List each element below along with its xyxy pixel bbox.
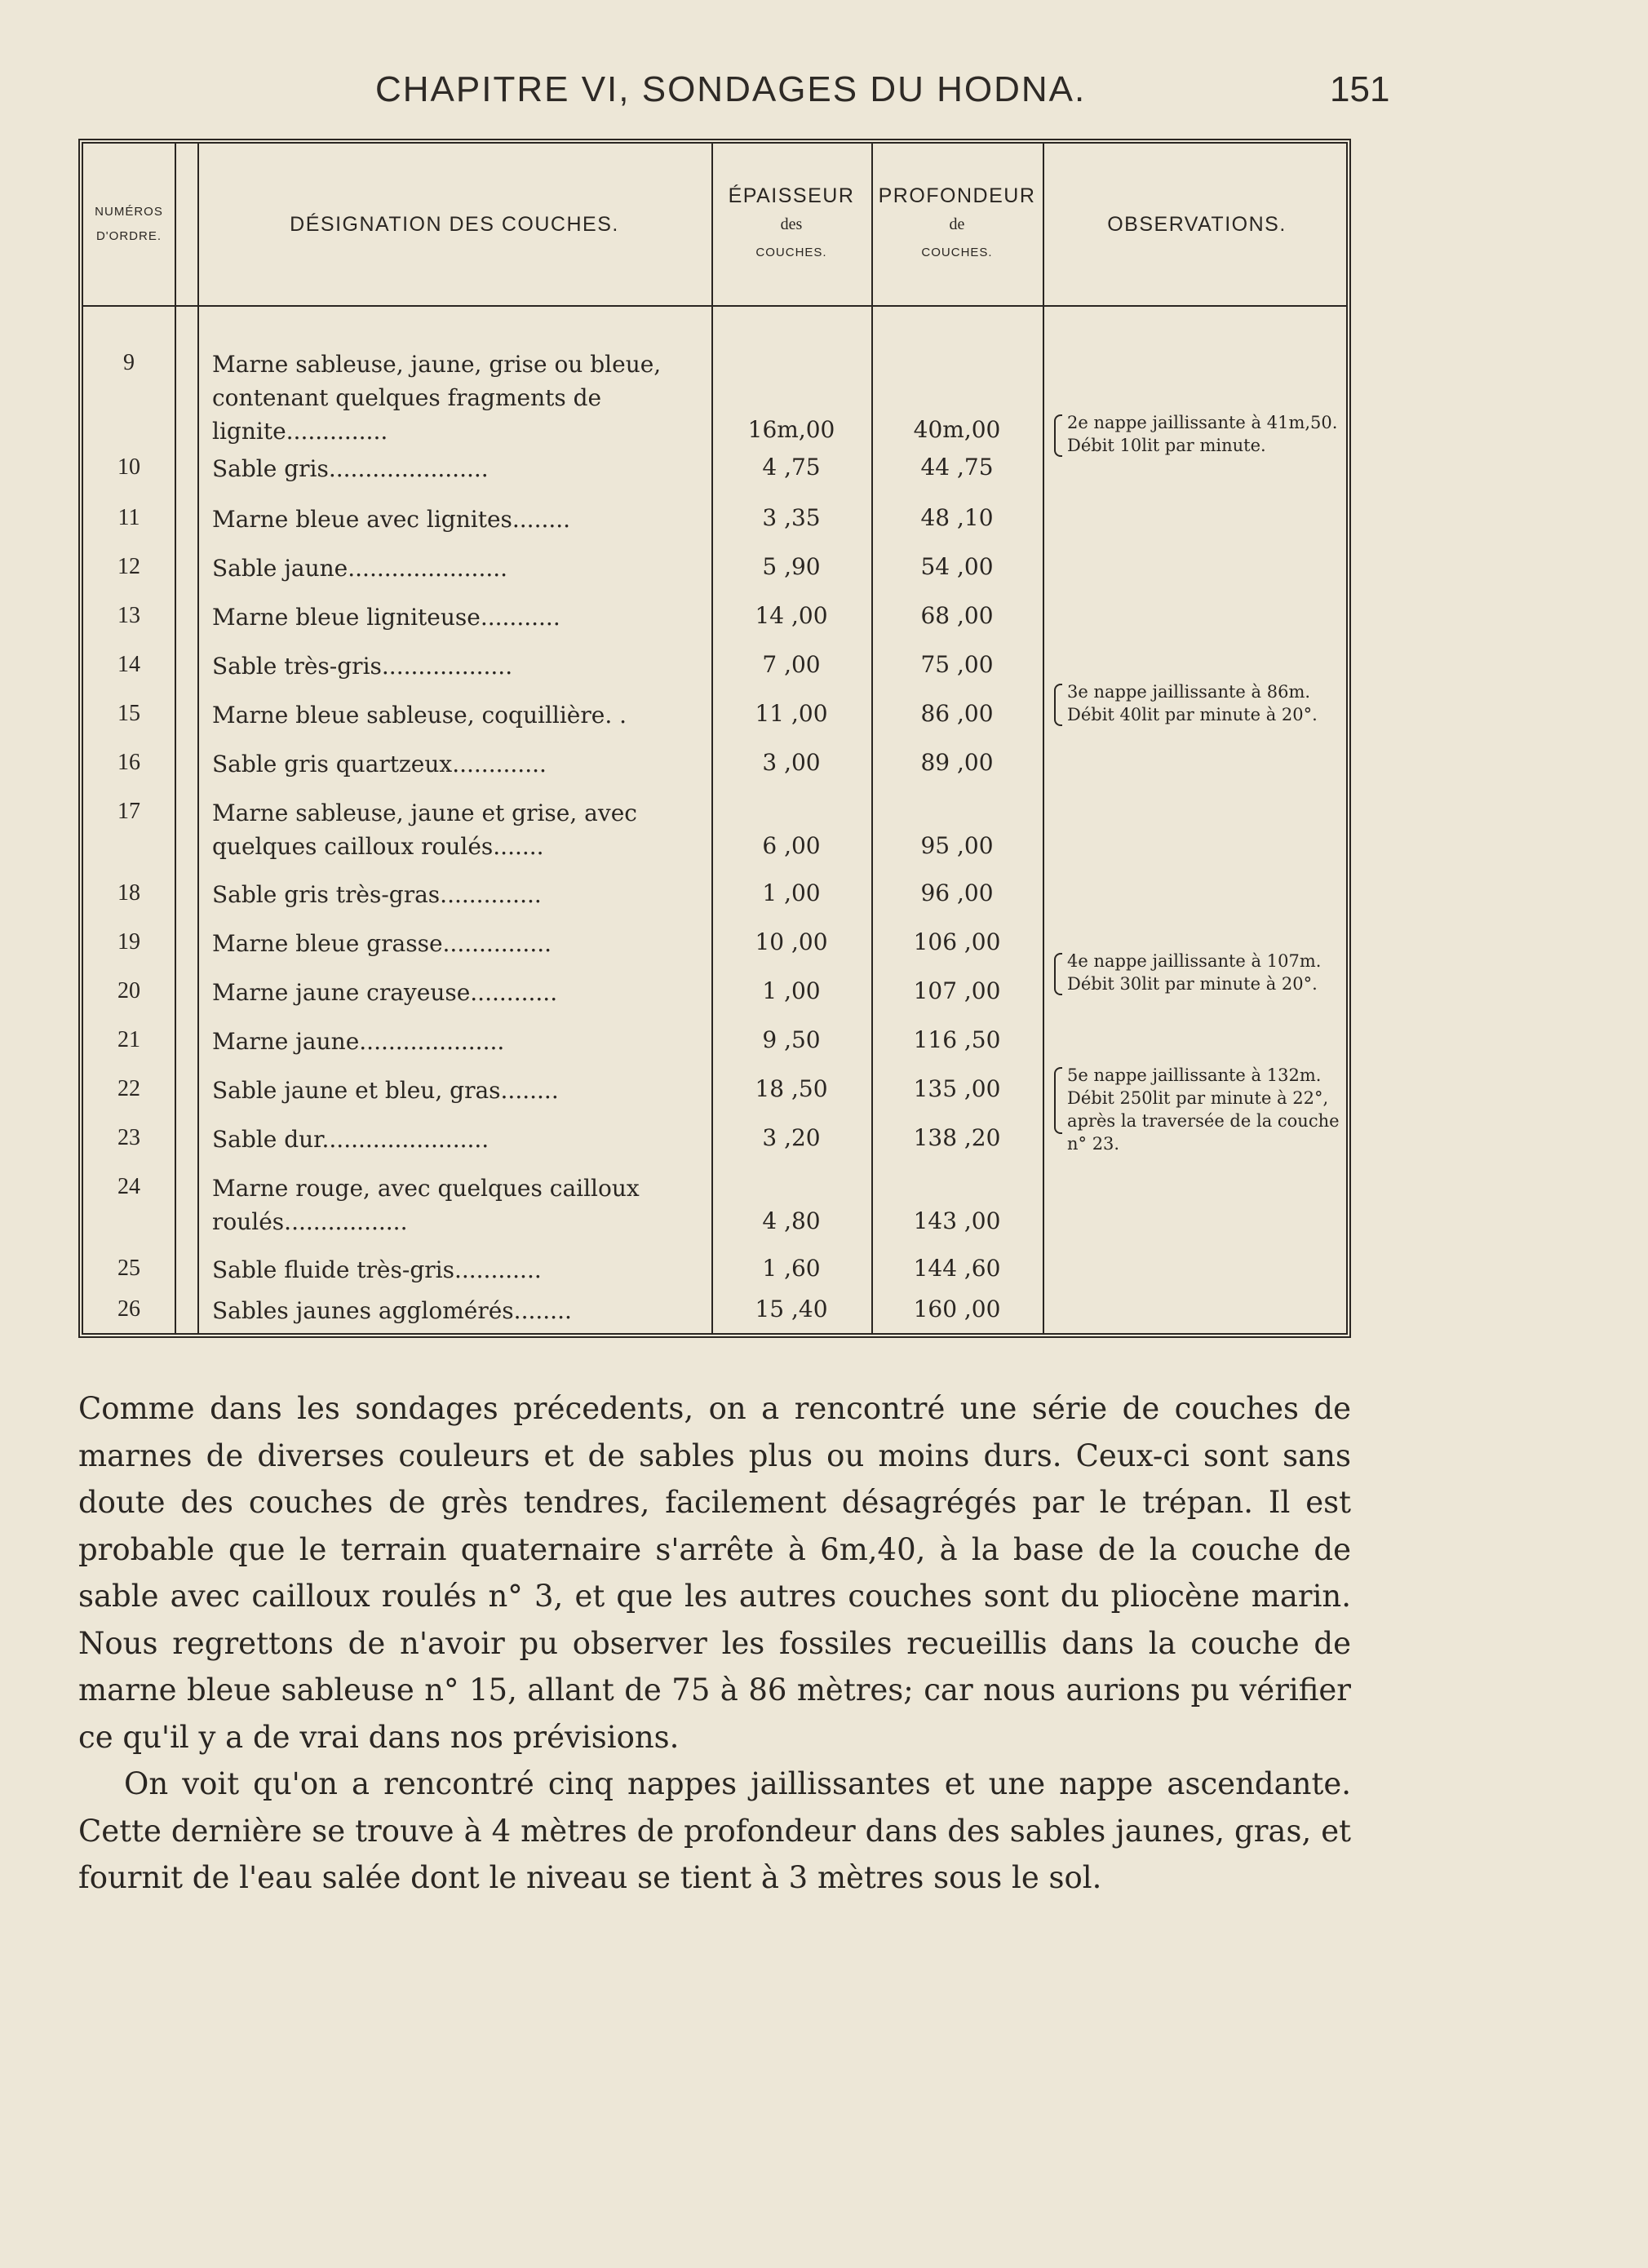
row-number: 18 [117, 880, 140, 906]
header-depth-line3: COUCHES. [921, 245, 993, 259]
row-designation: Sable gris...................... [212, 455, 489, 482]
row-depth: 95 ,00 [920, 832, 994, 859]
row-number: 22 [117, 1076, 140, 1101]
row-designation: Sable gris très-gras.............. [212, 881, 542, 908]
table-row [83, 551, 1346, 584]
row-number: 14 [117, 652, 140, 677]
row-thickness: 7 ,00 [762, 651, 821, 678]
table-row [83, 600, 1346, 633]
row-thickness: 1 ,00 [762, 977, 821, 1004]
row-number: 20 [117, 978, 140, 1003]
row-depth: 68 ,00 [920, 602, 994, 629]
row-number: 21 [117, 1027, 140, 1052]
table-row [83, 503, 1346, 535]
row-designation: Sable jaune et bleu, gras........ [212, 1077, 559, 1104]
header-thickness-line2: des [780, 215, 803, 233]
page-number: 151 [1330, 69, 1390, 109]
row-designation: Sable gris quartzeux............. [212, 751, 547, 777]
row-designation: Marne bleue grasse............... [212, 930, 552, 957]
row-number: 13 [117, 603, 140, 628]
row-number: 19 [117, 929, 140, 955]
row-designation: Marne bleue avec lignites........ [212, 506, 571, 533]
row-designation: Sable très-gris.................. [212, 653, 513, 680]
row-thickness: 5 ,90 [762, 553, 821, 580]
row-designation: Marne jaune.................... [212, 1028, 505, 1055]
row-depth: 86 ,00 [920, 700, 994, 727]
row-depth: 116 ,50 [913, 1026, 1001, 1053]
observation-text: 2e nappe jaillissante à 41m,50. Débit 10lit par minute. [1067, 413, 1338, 455]
header-observations [1043, 144, 1351, 305]
brace-icon [1054, 684, 1062, 726]
observation-text: 4e nappe jaillissante à 107m. Débit 30lit par minute à 20°. [1067, 951, 1322, 994]
header-number-line1: NUMÉROS [95, 205, 163, 219]
row-designation: Marne rouge, avec quelques cailloux roulés................. [212, 1175, 640, 1235]
row-number: 16 [117, 750, 140, 775]
observation-note [1043, 950, 1351, 999]
row-depth: 75 ,00 [920, 651, 994, 678]
row-number: 17 [117, 799, 140, 824]
row-designation: Marne sableuse, jaune et grise, avec quelques cailloux roulés....... [212, 800, 637, 860]
strata-table [78, 139, 1351, 1338]
row-depth: 135 ,00 [913, 1075, 1001, 1102]
row-number: 10 [117, 454, 140, 480]
table-row [83, 649, 1346, 682]
row-thickness: 1 ,00 [762, 879, 821, 906]
row-depth: 160 ,00 [913, 1296, 1001, 1322]
header-depth-line1: PROFONDEUR [878, 184, 1036, 207]
row-number: 23 [117, 1125, 140, 1150]
row-thickness: 15 ,40 [755, 1296, 828, 1322]
body-text [78, 1385, 1351, 1902]
header-thickness [711, 144, 871, 305]
row-thickness: 3 ,00 [762, 749, 821, 776]
row-thickness: 18 ,50 [755, 1075, 828, 1102]
table-row [83, 1294, 1346, 1327]
row-designation: Marne bleue ligniteuse........... [212, 604, 560, 631]
row-thickness: 9 ,50 [762, 1026, 821, 1053]
running-title: CHAPITRE VI, SONDAGES DU HODNA. [375, 69, 1087, 109]
row-designation: Sable jaune...................... [212, 555, 508, 582]
header-depth [871, 144, 1043, 305]
header-number [83, 144, 175, 305]
row-designation: Marne sableuse, jaune, grise ou bleue, contenant quelques fragments de lignite.............. [212, 351, 662, 445]
row-designation: Sable fluide très-gris............ [212, 1256, 542, 1283]
header-separator [83, 305, 1346, 307]
row-depth: 44 ,75 [920, 454, 994, 481]
row-designation: Marne jaune crayeuse............ [212, 979, 558, 1006]
row-thickness: 11 ,00 [755, 700, 828, 727]
row-number: 11 [117, 505, 140, 530]
row-designation: Sables jaunes agglomérés........ [212, 1297, 572, 1324]
row-depth: 48 ,10 [920, 504, 994, 531]
row-number: 25 [117, 1256, 140, 1281]
header-depth-line2: de [949, 215, 965, 233]
row-depth: 143 ,00 [913, 1207, 1001, 1234]
row-thickness: 4 ,75 [762, 454, 821, 481]
row-thickness: 3 ,20 [762, 1124, 821, 1151]
row-depth: 96 ,00 [920, 879, 994, 906]
brace-icon [1054, 953, 1062, 995]
table-row [83, 1172, 1346, 1238]
observation-note [1043, 1064, 1351, 1154]
paragraph: Comme dans les sondages précedents, on a rencontré une série de couches de marnes de diverses couleurs et de sables plus ou moins durs. Ceux-ci sont sans doute des couches de grès tendres, facilement désagrégés par le trépan. Il est probable que le terrain quaternaire s'arrête à 6m,40, à la base de la couche de sable avec cailloux roulés n° 3, et que les autres couches sont du pliocène marin. Nous regrettons de n'avoir pu observer les fossiles recueillis dans la couche de marne bleue sableuse n° 15, allant de 75 à 86 mètres; car nous aurions pu vérifier ce qu'il y a de vrai dans nos prévisions. [78, 1391, 1351, 1755]
row-depth: 40m,00 [913, 416, 1001, 443]
row-designation: Sable dur....................... [212, 1126, 490, 1153]
row-depth: 106 ,00 [913, 928, 1001, 955]
row-designation: Marne bleue sableuse, coquillière. . [212, 702, 627, 729]
observation-text: 3e nappe jaillissante à 86m. Débit 40lit par minute à 20°. [1067, 682, 1318, 724]
row-thickness: 16m,00 [747, 416, 835, 443]
paragraph: On voit qu'on a rencontré cinq nappes jaillissantes et une nappe ascendante. Cette dernière se trouve à 4 mètres de profondeur dans des sables jaunes, gras, et fournit de l'eau salée dont le niveau se tient à 3 mètres sous le sol. [78, 1766, 1351, 1895]
row-thickness: 3 ,35 [762, 504, 821, 531]
header-designation-text: DÉSIGNATION DES COUCHES. [290, 212, 619, 236]
header-observations-text: OBSERVATIONS. [1107, 212, 1287, 236]
observation-text: 5e nappe jaillissante à 132m. Débit 250lit par minute à 22°, après la traversée de la couche n° 23. [1067, 1065, 1340, 1154]
header-thickness-line1: ÉPAISSEUR [728, 184, 855, 207]
row-depth: 89 ,00 [920, 749, 994, 776]
table-row [83, 1253, 1346, 1286]
page-header [0, 69, 1648, 126]
observation-note [1043, 411, 1351, 460]
table-row [83, 796, 1346, 863]
observation-note [1043, 680, 1351, 729]
row-depth: 144 ,60 [913, 1255, 1001, 1282]
row-depth: 107 ,00 [913, 977, 1001, 1004]
brace-icon [1054, 1067, 1062, 1134]
row-thickness: 4 ,80 [762, 1207, 821, 1234]
row-number: 15 [117, 701, 140, 726]
brace-icon [1054, 414, 1062, 457]
table-row [83, 747, 1346, 780]
row-thickness: 1 ,60 [762, 1255, 821, 1282]
row-number: 9 [123, 350, 135, 375]
row-thickness: 6 ,00 [762, 832, 821, 859]
row-depth: 54 ,00 [920, 553, 994, 580]
header-number-line2: D'ORDRE. [95, 229, 162, 243]
row-depth: 138 ,20 [913, 1124, 1001, 1151]
row-number: 12 [117, 554, 140, 579]
header-thickness-line3: COUCHES. [755, 245, 827, 259]
row-thickness: 10 ,00 [755, 928, 828, 955]
header-designation [197, 144, 711, 305]
row-number: 26 [117, 1296, 140, 1322]
table-row [83, 878, 1346, 910]
row-thickness: 14 ,00 [755, 602, 828, 629]
row-number: 24 [117, 1174, 140, 1199]
table-row [83, 1025, 1346, 1057]
